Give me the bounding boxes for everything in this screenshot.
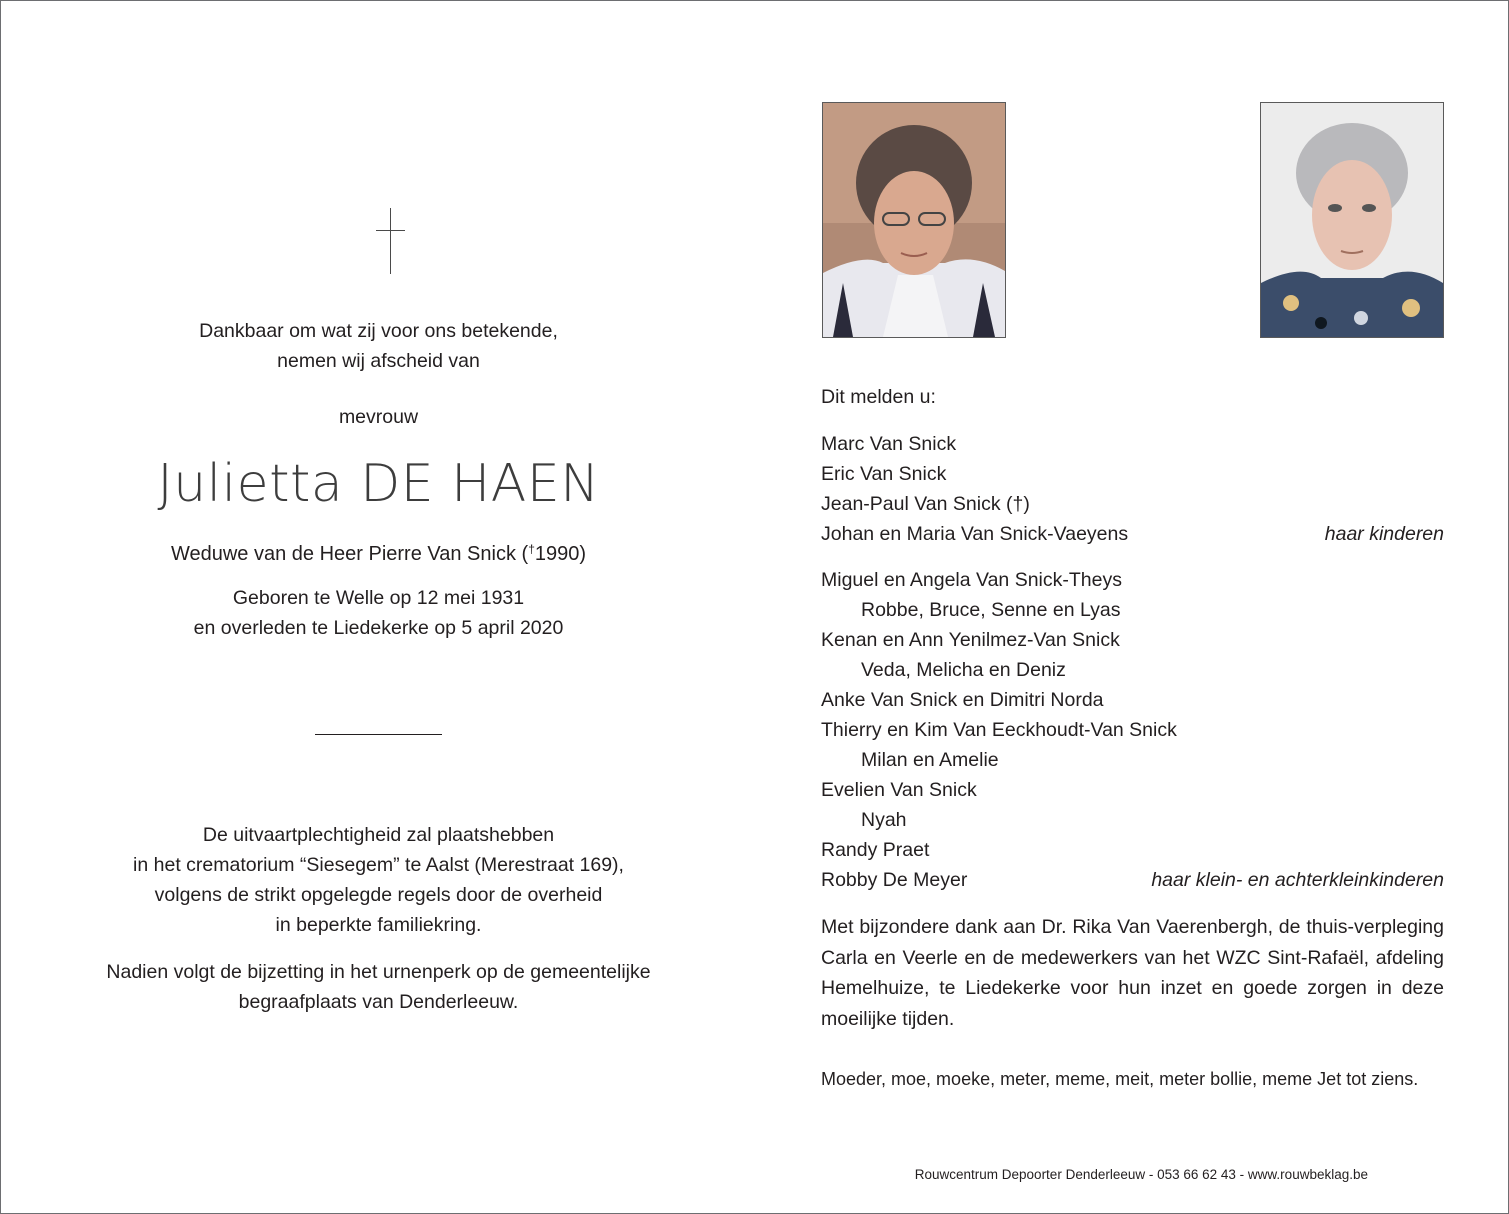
children-role-label: haar kinderen — [1324, 523, 1444, 545]
dagger-symbol: † — [528, 542, 535, 556]
funeral-line: De uitvaartplechtigheid zal plaatshebben — [202, 824, 555, 846]
farewell-line: Moeder, moe, moeke, meter, meme, meit, meter bollie, meme Jet tot ziens. — [821, 1069, 1419, 1089]
great-grandchildren: Veda, Melicha en Deniz — [861, 659, 1066, 681]
born-line: Geboren te Welle op 12 mei 1931 — [232, 587, 525, 609]
intro-line: Dankbaar om wat zij voor ons betekende, — [199, 320, 558, 342]
widow-prefix: Weduwe van de Heer Pierre Van Snick ( — [170, 543, 529, 565]
funeral-line: in beperkte familiekring. — [275, 914, 482, 936]
grandchild-family: Evelien Van Snick — [821, 779, 977, 801]
child-name: Marc Van Snick — [821, 433, 957, 455]
grandchild-row — [821, 865, 1444, 895]
footer-credit: Rouwcentrum Depoorter Denderleeuw - 053 66 62 43 - www.rouwbeklag.be — [914, 1167, 1368, 1182]
divider-line — [315, 734, 442, 735]
widow-year: 1990) — [534, 543, 587, 565]
grandchild-family: Miguel en Angela Van Snick-Theys — [821, 569, 1122, 591]
portrait-photo-1 — [822, 102, 1006, 338]
child-name: Jean-Paul Van Snick (†) — [821, 493, 1030, 515]
birth-death-text — [61, 583, 696, 643]
grandchild-family: Thierry en Kim Van Eeckhoudt-Van Snick — [821, 719, 1177, 741]
grandchild-family: Anke Van Snick en Dimitri Norda — [821, 689, 1104, 711]
burial-line: begraafplaats van Denderleeuw. — [238, 991, 519, 1013]
grandchild-family: Kenan en Ann Yenilmez-Van Snick — [821, 629, 1120, 651]
widow-line — [61, 534, 696, 569]
funeral-line: in het crematorium “Siesegem” te Aalst (Merestraat 169), — [133, 854, 624, 876]
great-grandchildren: Robbe, Bruce, Senne en Lyas — [861, 599, 1121, 621]
title-mevrouw: mevrouw — [338, 406, 419, 428]
intro-line: nemen wij afscheid van — [277, 350, 480, 372]
died-line: en overleden te Liedekerke op 5 april 2020 — [193, 617, 564, 639]
announce-text: Dit melden u: — [821, 386, 936, 408]
intro-text — [61, 316, 696, 376]
child-name: Johan en Maria Van Snick-Vaeyens — [821, 523, 1129, 545]
deceased-name: Julietta DE HAEN — [157, 454, 600, 514]
funeral-text — [61, 820, 696, 940]
grandchild-family: Randy Praet — [821, 839, 930, 861]
portrait-photo-2 — [1260, 102, 1444, 338]
grandchild-family: Robby De Meyer — [821, 869, 968, 891]
child-name-row — [821, 519, 1444, 549]
grandchildren-role-label: haar klein- en achterkleinkinderen — [1151, 869, 1444, 891]
great-grandchildren: Milan en Amelie — [861, 749, 999, 771]
great-grandchildren: Nyah — [861, 809, 907, 831]
thanks-paragraph: Met bijzondere dank aan Dr. Rika Van Vaerenbergh, de thuis-verpleging Carla en Veerle en de medewerkers van het WZC Sint-Rafaël, afdeling Hemelhuize, te Liedekerke voor hun inzet en goede zorgen in deze moeilijke tijden. — [821, 916, 1444, 1030]
burial-text — [61, 957, 696, 1017]
funeral-line: volgens de strikt opgelegde regels door de overheid — [154, 884, 603, 906]
burial-line: Nadien volgt de bijzetting in het urnenperk op de gemeentelijke — [106, 961, 651, 983]
child-name: Eric Van Snick — [821, 463, 947, 485]
